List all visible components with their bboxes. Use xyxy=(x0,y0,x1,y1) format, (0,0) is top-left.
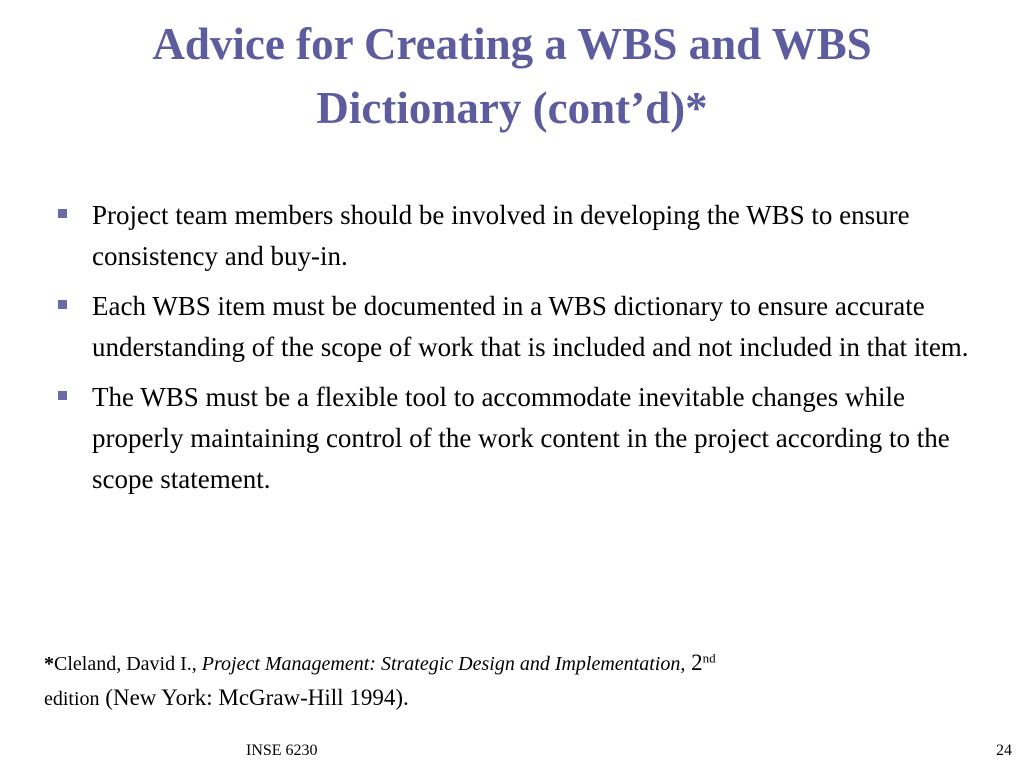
bullet-list xyxy=(56,195,971,509)
footnote-book-title: Project Management: Strategic Design and Implementation, xyxy=(201,653,686,675)
bullet-text: Each WBS item must be documented in a WBS dictionary to ensure accurate understanding of the scope of work that is included and not included in that item. xyxy=(92,291,969,362)
footnote-author: Cleland, David I., xyxy=(54,653,202,675)
footer-course-code: INSE 6230 xyxy=(246,742,318,759)
footnote-publisher: (New York: McGraw-Hill 1994). xyxy=(99,685,409,710)
slide-title xyxy=(40,12,984,140)
bullet-text: The WBS must be a flexible tool to accommodate inevitable changes while properly maintaining control of the work content in the project according to the scope statement. xyxy=(92,382,950,494)
citation-footnote xyxy=(44,646,944,716)
bullet-text: Project team members should be involved in developing the WBS to ensure consistency and buy-in. xyxy=(92,200,910,271)
square-bullet-icon xyxy=(58,391,67,400)
square-bullet-icon xyxy=(58,300,67,309)
bullet-item xyxy=(56,286,971,368)
footnote-edition-suffix: nd xyxy=(702,650,716,666)
footnote-edition-word: edition xyxy=(44,688,100,710)
square-bullet-icon xyxy=(58,209,67,218)
footer-page-number: 24 xyxy=(996,742,1012,759)
bullet-item xyxy=(56,377,971,500)
slide-title-line-2: Dictionary (cont’d)* xyxy=(316,83,708,133)
footnote-asterisk: * xyxy=(44,653,54,675)
footnote-edition-number: 2 xyxy=(685,650,703,675)
slide-title-line-1: Advice for Creating a WBS and WBS xyxy=(152,19,872,69)
bullet-item xyxy=(56,195,971,277)
